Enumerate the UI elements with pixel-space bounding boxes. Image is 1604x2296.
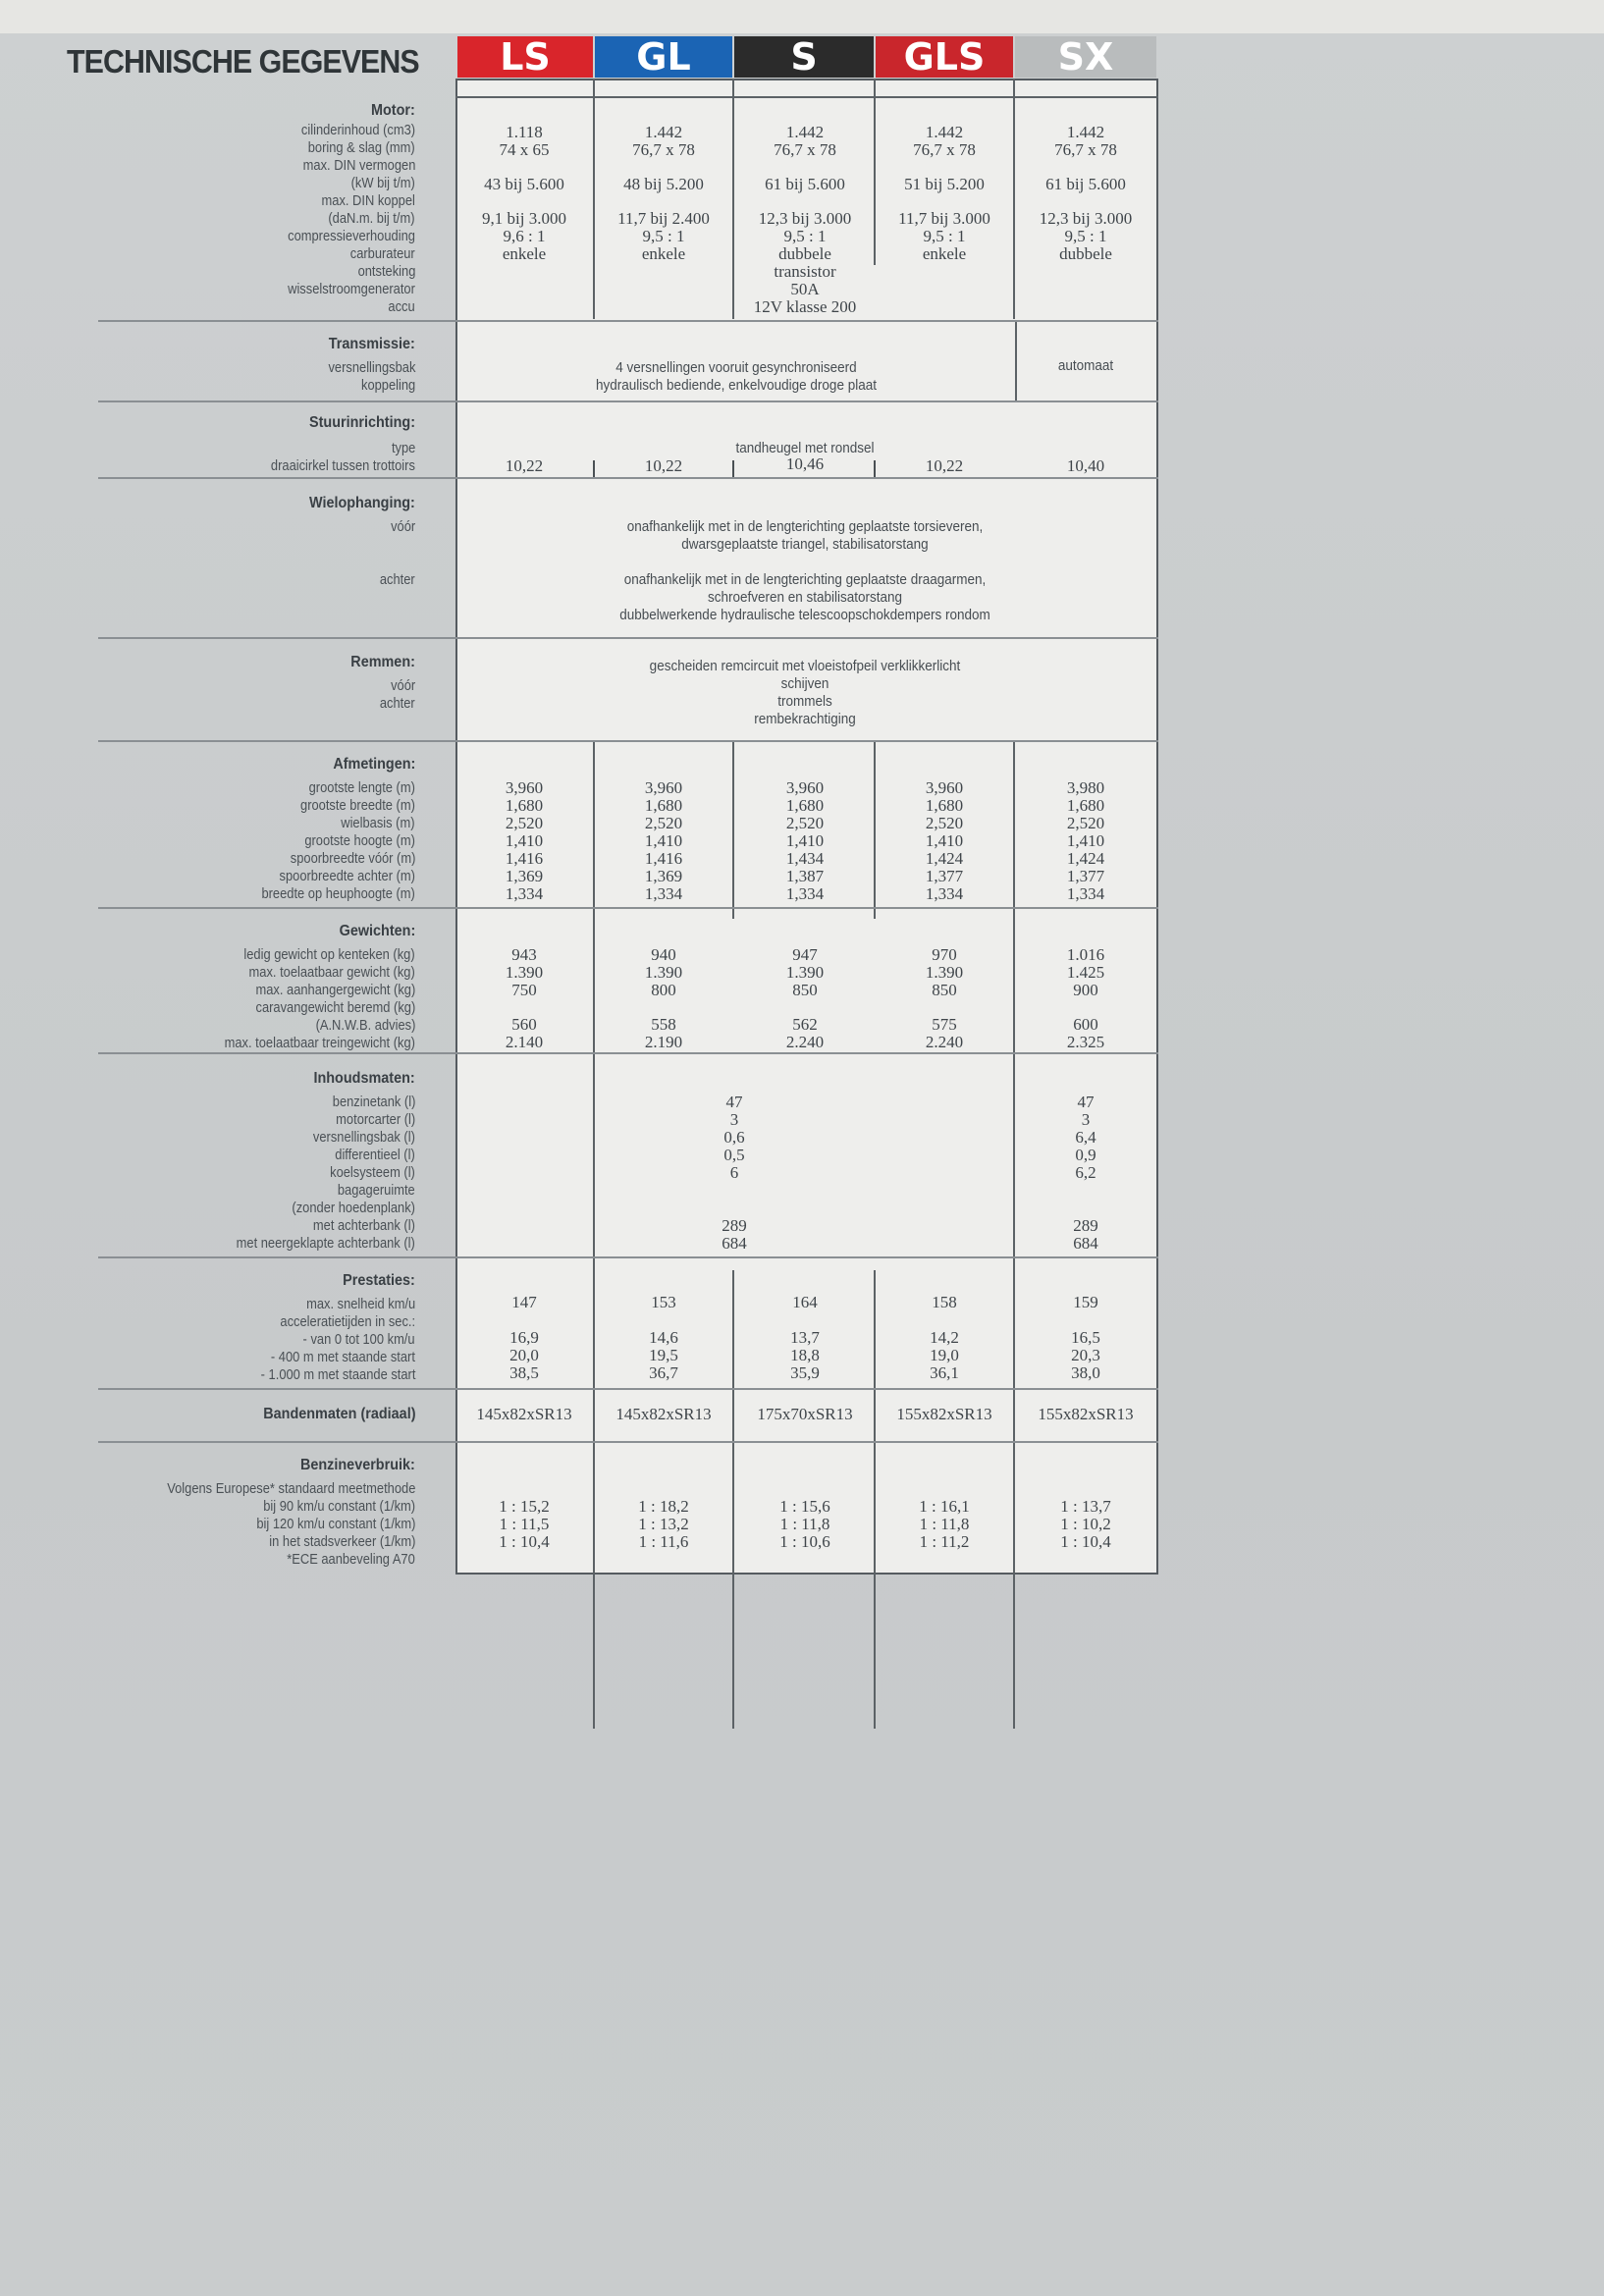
spec-label: ontsteking: [357, 263, 415, 280]
stuur-type: tandheugel met rondsel: [735, 440, 875, 456]
column-divider: [593, 742, 595, 1729]
spec-label: (A.N.W.B. advies): [315, 1017, 415, 1034]
spec-label: (kW bij t/m): [350, 175, 415, 191]
spec-label: koelsysteem (l): [330, 1164, 415, 1181]
spec-label: achter: [380, 571, 415, 588]
motor-cell-s: 1.442 76,7 x 78 61 bij 5.600 12,3 bij 3.000 9,5 : 1 dubbele transistor 50A 12V klasse 200: [753, 123, 857, 316]
model-name: S: [790, 35, 818, 79]
spec-label: in het stadsverkeer (1/km): [268, 1533, 415, 1550]
spec-label: (zonder hoedenplank): [292, 1200, 415, 1216]
benzine-cell-gls: 1 : 16,1 1 : 11,8 1 : 11,2: [919, 1497, 970, 1551]
section-heading-benzineverbruik: Benzineverbruik:: [300, 1457, 415, 1473]
benzine-cell-sx: 1 : 13,7 1 : 10,2 1 : 10,4: [1060, 1497, 1111, 1551]
spec-label: max. DIN koppel: [321, 192, 415, 209]
banden-value: 155x82xSR13: [896, 1405, 992, 1423]
spec-label: bij 90 km/u constant (1/km): [263, 1498, 415, 1515]
prest-cell-gl: 153 14,6 19,5 36,7: [649, 1293, 678, 1382]
model-header-s: [734, 36, 874, 78]
section-heading-inhoudsmaten: Inhoudsmaten:: [313, 1070, 415, 1087]
spec-label: met achterbank (l): [313, 1217, 415, 1234]
spec-label: benzinetank (l): [332, 1094, 415, 1110]
spec-label: grootste breedte (m): [300, 797, 415, 814]
spec-label: breedte op heuphoogte (m): [261, 885, 415, 902]
gew-cell-s: 947 1.390 850 562 2.240: [785, 945, 825, 1051]
spec-label: spoorbreedte vóór (m): [290, 850, 415, 867]
spec-label: max. toelaatbaar treingewicht (kg): [224, 1035, 415, 1051]
spec-label: bij 120 km/u constant (1/km): [255, 1516, 415, 1532]
afm-cell-s: 3,960 1,680 2,520 1,410 1,434 1,387 1,334: [785, 778, 825, 903]
afm-cell-gls: 3,960 1,680 2,520 1,410 1,424 1,377 1,334: [925, 778, 964, 903]
spec-label: type: [391, 440, 415, 456]
spec-label: grootste hoogte (m): [304, 832, 415, 849]
spec-label: wisselstroomgenerator: [288, 281, 415, 297]
spec-label: - 1.000 m met staande start: [260, 1366, 415, 1383]
column-divider: [1013, 79, 1015, 319]
column-divider: [593, 79, 595, 319]
motor-cell-gl: 1.442 76,7 x 78 48 bij 5.200 11,7 bij 2.400 9,5 : 1 enkele: [617, 123, 710, 263]
wiel-achter-text: onafhankelijk met in de lengterichting geplaatste draagarmen, schroefveren en stabilisatorstang dubbelwerkende hydraulische telescoopschokdempers rondom: [619, 571, 990, 623]
spec-label: compressieverhouding: [288, 228, 415, 244]
spec-label: achter: [380, 695, 415, 712]
model-name: GLS: [903, 35, 986, 79]
spec-label: vóór: [390, 677, 415, 694]
gew-cell-gl: 940 1.390 800 558 2.190: [644, 945, 683, 1051]
model-header-gls: [876, 36, 1013, 78]
section-divider: [98, 1388, 1158, 1390]
spec-label: bagageruimte: [338, 1182, 415, 1199]
banden-value: 155x82xSR13: [1038, 1405, 1134, 1423]
remmen-text: gescheiden remcircuit met vloeistofpeil verklikkerlicht schijven trommels rembekrachtiging: [649, 658, 961, 727]
model-header-gl: [595, 36, 732, 78]
column-divider: [1015, 320, 1017, 400]
stuur-value: 10,40: [1066, 456, 1105, 475]
spec-label: versnellingsbak (l): [313, 1129, 415, 1146]
page-title: TECHNISCHE GEGEVENS: [67, 43, 419, 80]
prest-cell-ls: 147 16,9 20,0 38,5: [509, 1293, 539, 1382]
prest-cell-gls: 158 14,2 19,0 36,1: [930, 1293, 959, 1382]
column-tick: [874, 460, 876, 478]
section-heading-stuurinrichting: Stuurinrichting:: [309, 414, 415, 431]
column-tick: [732, 460, 734, 478]
section-heading-gewichten: Gewichten:: [339, 923, 415, 939]
column-divider: [732, 742, 734, 919]
section-heading-prestaties: Prestaties:: [343, 1272, 415, 1289]
spec-label: met neergeklapte achterbank (l): [236, 1235, 415, 1252]
spec-label: caravangewicht beremd (kg): [255, 999, 415, 1016]
section-divider: [98, 1052, 1158, 1054]
section-divider: [98, 740, 1158, 742]
spec-label: versnellingsbak: [328, 359, 415, 376]
gew-cell-sx: 1.016 1.425 900 600 2.325: [1066, 945, 1105, 1051]
afm-cell-ls: 3,960 1,680 2,520 1,410 1,416 1,369 1,334: [505, 778, 544, 903]
model-header-sx: [1015, 36, 1156, 78]
prest-cell-s: 164 13,7 18,8 35,9: [790, 1293, 820, 1382]
spec-label: max. aanhangergewicht (kg): [255, 982, 415, 998]
section-divider: [98, 477, 1158, 479]
section-divider: [98, 907, 1158, 909]
spec-label: - van 0 tot 100 km/u: [302, 1331, 415, 1348]
inhoud-sx-cell: 47 3 6,4 0,9 6,2 289 684: [1073, 1093, 1098, 1253]
column-divider: [874, 742, 876, 919]
afm-cell-sx: 3,980 1,680 2,520 1,410 1,424 1,377 1,334: [1066, 778, 1105, 903]
stuur-value: 10,46: [785, 454, 825, 473]
motor-cell-gls: 1.442 76,7 x 78 51 bij 5.200 11,7 bij 3.000 9,5 : 1 enkele: [898, 123, 990, 263]
spec-label: wielbasis (m): [341, 815, 415, 831]
model-name: SX: [1057, 35, 1114, 79]
section-divider: [98, 320, 1158, 322]
spec-label: draaicirkel tussen trottoirs: [271, 457, 415, 474]
model-name: GL: [636, 35, 691, 79]
model-header-ls: [457, 36, 593, 78]
gew-cell-gls: 970 1.390 850 575 2.240: [925, 945, 964, 1051]
spec-label: spoorbreedte achter (m): [279, 868, 415, 884]
spec-label: ledig gewicht op kenteken (kg): [243, 946, 415, 963]
spec-label: boring & slag (mm): [308, 139, 415, 156]
spec-label: max. toelaatbaar gewicht (kg): [248, 964, 415, 981]
model-name: LS: [500, 35, 551, 79]
section-divider: [98, 1441, 1158, 1443]
section-divider: [98, 637, 1158, 639]
spec-label: Volgens Europese* standaard meetmethode: [166, 1480, 415, 1497]
page-top-strip: [0, 0, 1604, 33]
motor-cell-ls: 1.118 74 x 65 43 bij 5.600 9,1 bij 3.000 9,6 : 1 enkele: [482, 123, 566, 263]
banden-value: 175x70xSR13: [757, 1405, 853, 1423]
banden-value: 145x82xSR13: [615, 1405, 712, 1423]
benzine-cell-gl: 1 : 18,2 1 : 13,2 1 : 11,6: [638, 1497, 689, 1551]
column-divider: [874, 79, 876, 265]
section-heading-remmen: Remmen:: [350, 654, 415, 670]
spec-label: motorcarter (l): [335, 1111, 415, 1128]
section-divider: [455, 96, 1158, 98]
prest-cell-sx: 159 16,5 20,3 38,0: [1071, 1293, 1100, 1382]
spec-label: koppeling: [360, 377, 415, 394]
column-divider: [732, 79, 734, 319]
benzine-cell-s: 1 : 15,6 1 : 11,8 1 : 10,6: [779, 1497, 830, 1551]
spec-label: - 400 m met staande start: [271, 1349, 415, 1365]
wiel-voor-text: onafhankelijk met in de lengterichting geplaatste torsieveren, dwarsgeplaatste triangel, stabilisatorstang: [626, 518, 984, 553]
transmissie-text: 4 versnellingen vooruit gesynchroniseerd hydraulisch bediende, enkelvoudige droge plaat: [596, 359, 877, 394]
spec-label: cilinderinhoud (cm3): [300, 122, 415, 138]
section-heading-motor: Motor:: [371, 102, 415, 119]
spec-label: grootste lengte (m): [308, 779, 415, 796]
section-heading-bandenmaten: Bandenmaten (radiaal): [262, 1406, 415, 1422]
spec-label: *ECE aanbeveling A70: [287, 1551, 415, 1568]
motor-cell-sx: 1.442 76,7 x 78 61 bij 5.600 12,3 bij 3.000 9,5 : 1 dubbele: [1039, 123, 1133, 263]
gew-cell-ls: 943 1.390 750 560 2.140: [505, 945, 544, 1051]
stuur-value: 10,22: [505, 456, 544, 475]
section-heading-afmetingen: Afmetingen:: [333, 756, 415, 773]
spec-label: differentieel (l): [335, 1147, 415, 1163]
spec-label: vóór: [390, 518, 415, 535]
stuur-value: 10,22: [644, 456, 683, 475]
inhoud-shared-cell: 47 3 0,6 0,5 6 289 684: [722, 1093, 747, 1253]
section-divider: [98, 400, 1158, 402]
column-divider: [732, 1270, 734, 1729]
stuur-value: 10,22: [925, 456, 964, 475]
section-heading-transmissie: Transmissie:: [328, 336, 415, 352]
section-heading-wielophanging: Wielophanging:: [309, 495, 415, 511]
spec-label: carburateur: [350, 245, 415, 262]
afm-cell-gl: 3,960 1,680 2,520 1,410 1,416 1,369 1,334: [644, 778, 683, 903]
section-divider: [98, 1256, 1158, 1258]
transmissie-sx: automaat: [1057, 357, 1114, 374]
banden-value: 145x82xSR13: [476, 1405, 572, 1423]
spec-label: acceleratietijden in sec.:: [280, 1313, 415, 1330]
column-divider: [1013, 1054, 1015, 1270]
spec-label: accu: [388, 298, 415, 315]
spec-label: max. snelheid km/u: [305, 1296, 415, 1312]
benzine-cell-ls: 1 : 15,2 1 : 11,5 1 : 10,4: [499, 1497, 550, 1551]
column-divider: [874, 1270, 876, 1729]
column-tick: [593, 460, 595, 478]
spec-label: max. DIN vermogen: [302, 157, 415, 174]
spec-label: (daN.m. bij t/m): [328, 210, 415, 227]
